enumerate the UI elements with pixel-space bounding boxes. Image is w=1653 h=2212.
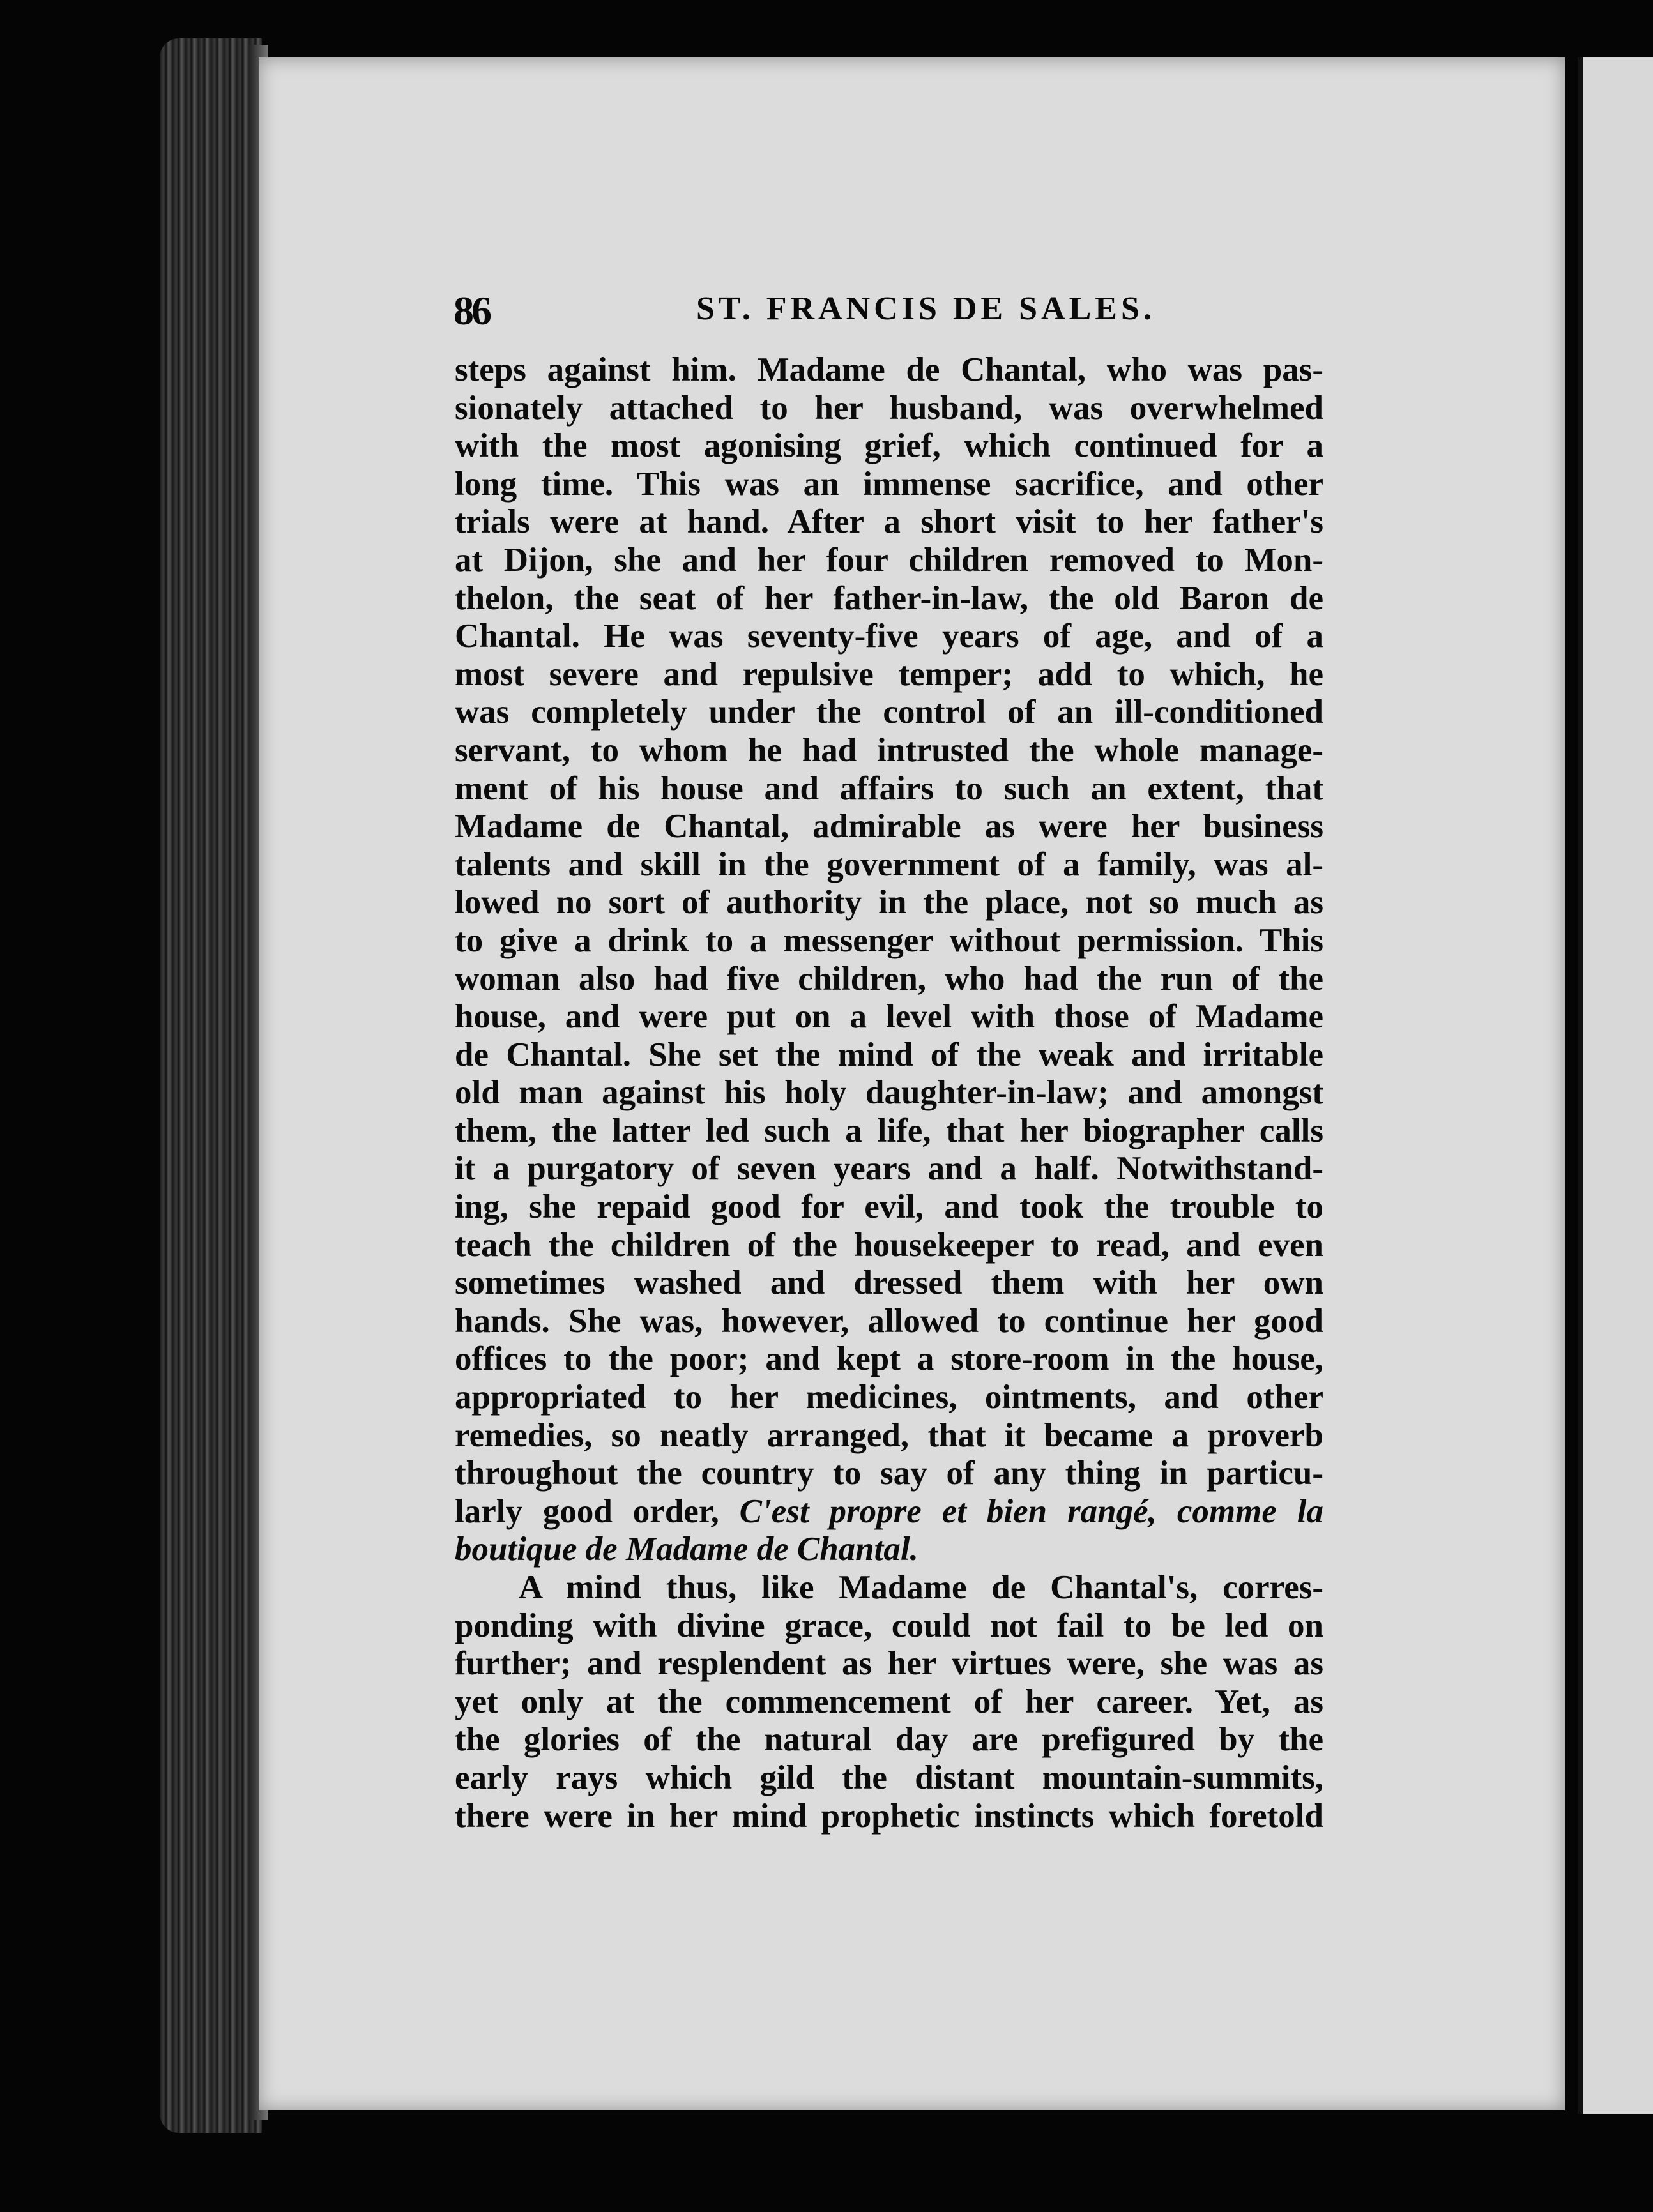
text-line: thelon, the seat of her father-in-law, the old Baron de <box>455 579 1323 617</box>
facing-page-edge <box>1578 57 1653 2114</box>
text-line: was completely under the control of an ill-conditioned <box>455 693 1323 731</box>
text-line: yet only at the commencement of her career. Yet, as <box>455 1683 1323 1720</box>
text-italic: C'est propre et bien rangé, comme la <box>739 1492 1323 1530</box>
running-head <box>453 287 1335 338</box>
text-line: teach the children of the housekeeper to read, and even <box>455 1226 1323 1264</box>
text-line: offices to the poor; and kept a store-room in the house, <box>455 1340 1323 1378</box>
text-line: to give a drink to a messenger without permission. This <box>455 921 1323 959</box>
text-line: further; and resplendent as her virtues were, she was as <box>455 1645 1323 1683</box>
text-line: it a purgatory of seven years and a half. Notwithstand- <box>455 1150 1323 1188</box>
text-line: lowed no sort of authority in the place, not so much as <box>455 884 1323 921</box>
text-line: early rays which gild the distant mountain-summits, <box>455 1759 1323 1796</box>
text-line: there were in her mind prophetic instincts which foretold <box>455 1797 1323 1835</box>
text-line: sometimes washed and dressed them with her own <box>455 1264 1323 1302</box>
text-line: remedies, so neatly arranged, that it became a proverb <box>455 1416 1323 1454</box>
text-line: them, the latter led such a life, that her biographer calls <box>455 1112 1323 1149</box>
book-page-edges <box>160 38 262 2133</box>
text-line: woman also had five children, who had the run of the <box>455 960 1323 997</box>
text-line: at Dijon, she and her four children removed to Mon- <box>455 541 1323 579</box>
text-line: with the most agonising grief, which continued for a <box>455 427 1323 465</box>
text-roman: larly good order, <box>455 1492 740 1530</box>
text-line: sionately attached to her husband, was overwhelmed <box>455 389 1323 427</box>
text-line: ing, she repaid good for evil, and took the trouble to <box>455 1188 1323 1226</box>
text-line: servant, to whom he had intrusted the whole manage- <box>455 731 1323 769</box>
text-line: Madame de Chantal, admirable as were her business <box>455 808 1323 845</box>
text-line: ponding with divine grace, could not fail to be led on <box>455 1607 1323 1644</box>
text-line: the glories of the natural day are prefigured by the <box>455 1721 1323 1759</box>
text-line-mixed <box>455 1493 1323 1531</box>
text-line: old man against his holy daughter-in-law; and amongst <box>455 1074 1323 1112</box>
body-text <box>455 351 1323 1835</box>
text-line: long time. This was an immense sacrifice, and other <box>455 465 1323 503</box>
text-line: de Chantal. She set the mind of the weak and irritable <box>455 1036 1323 1073</box>
text-line: steps against him. Madame de Chantal, who was pas- <box>455 351 1323 388</box>
text-line: talents and skill in the government of a family, was al- <box>455 845 1323 883</box>
text-line: most severe and repulsive temper; add to which, he <box>455 655 1323 693</box>
text-line-italic: boutique de Madame de Chantal. <box>455 1531 918 1568</box>
page-number: 86 <box>453 288 489 333</box>
running-title: ST. FRANCIS DE SALES. <box>696 291 1155 327</box>
text-line: throughout the country to say of any thing in particu- <box>455 1455 1323 1492</box>
text-line: appropriated to her medicines, ointments, and other <box>455 1379 1323 1416</box>
text-line: ment of his house and affairs to such an extent, that <box>455 769 1323 807</box>
text-line: Chantal. He was seventy-five years of age, and of a <box>455 617 1323 655</box>
text-line-indent: A mind thus, like Madame de Chantal's, corres- <box>519 1569 1323 1606</box>
text-line: hands. She was, however, allowed to continue her good <box>455 1302 1323 1340</box>
text-line: house, and were put on a level with those of Madame <box>455 998 1323 1036</box>
text-line: trials were at hand. After a short visit to her father's <box>455 503 1323 541</box>
